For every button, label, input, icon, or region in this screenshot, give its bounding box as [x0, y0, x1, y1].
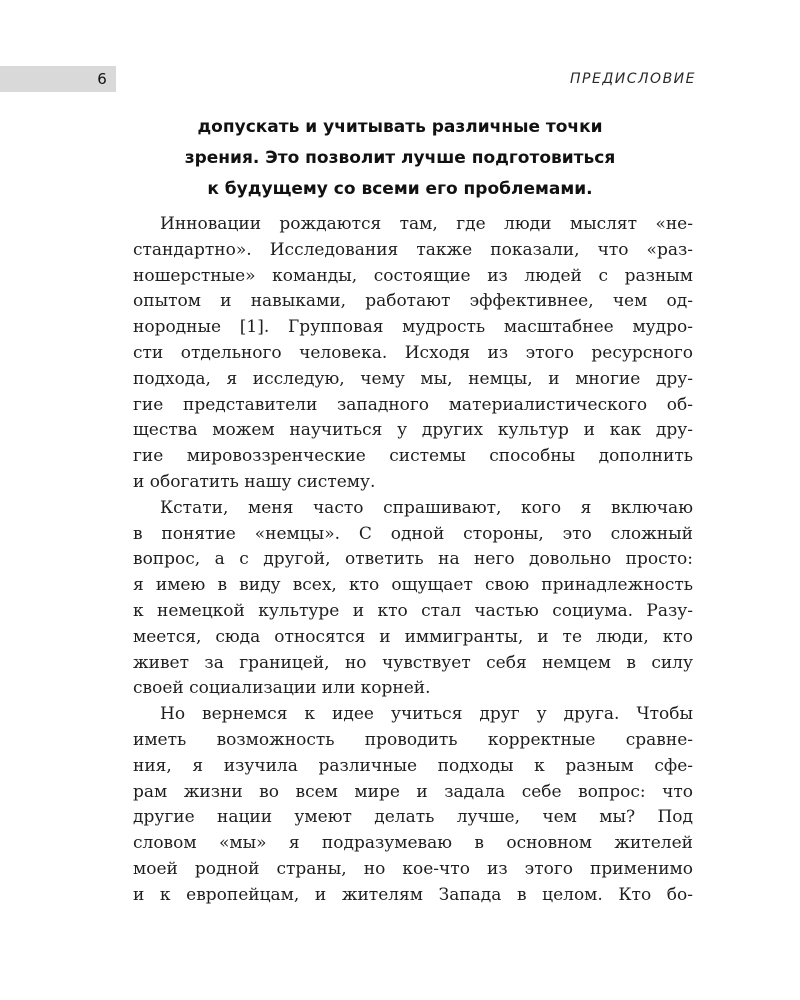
page-number: 6	[97, 70, 107, 88]
text-line: иметь возможность проводить корректные сравне-	[133, 729, 693, 750]
text-line: другие нации умеют делать лучше, чем мы? Под	[133, 807, 693, 828]
body-text	[133, 212, 693, 909]
text-line: рам жизни во всем мире и задала себе вопрос: что	[133, 781, 693, 802]
text-line: моей родной страны, но кое-что из этого применимо	[133, 858, 693, 879]
text-line: вопрос, а с другой, ответить на него довольно просто:	[133, 549, 693, 570]
text-line: своей социализации или корней.	[133, 678, 431, 699]
text-line: гие представители западного материалистического об-	[133, 394, 693, 415]
text-line: меется, сюда относятся и иммигранты, и те люди, кто	[133, 626, 693, 647]
paragraph	[133, 496, 693, 702]
text-line: стандартно». Исследования также показали, что «раз-	[133, 239, 693, 260]
text-line: и к европейцам, и жителям Запада в целом. Кто бо-	[133, 884, 693, 905]
text-line: сти отдельного человека. Исходя из этого ресурсного	[133, 342, 693, 363]
text-line: я имею в виду всех, кто ощущает свою принадлежность	[133, 575, 693, 596]
text-line: щества можем научиться у других культур и как дру-	[133, 420, 693, 441]
text-line: Кстати, меня часто спрашивают, кого я включаю	[160, 497, 693, 518]
callout-line: допускать и учитывать различные точки	[197, 117, 603, 137]
text-line: ношерстные» команды, состоящие из людей с разным	[133, 265, 693, 286]
text-line: к немецкой культуре и кто стал частью социума. Разу-	[133, 600, 693, 621]
paragraph	[133, 212, 693, 496]
text-line: Но вернемся к идее учиться друг у друга. Чтобы	[160, 704, 693, 725]
text-line: опытом и навыками, работают эффективнее, чем од-	[133, 291, 693, 312]
text-line: ния, я изучила различные подходы к разным сфе-	[133, 755, 693, 776]
callout-line: зрения. Это позволит лучше подготовиться	[184, 148, 616, 168]
text-line: подхода, я исследую, чему мы, немцы, и многие дру-	[133, 368, 693, 389]
text-line: нородные [1]. Групповая мудрость масштабнее мудро-	[133, 317, 693, 338]
text-line: Инновации рождаются там, где люди мыслят «не-	[160, 214, 693, 234]
callout-quote	[120, 112, 680, 205]
callout-line: к будущему со всеми его проблемами.	[207, 179, 593, 199]
running-head: ПРЕДИСЛОВИЕ	[570, 71, 696, 87]
text-line: живет за границей, но чувствует себя немцем в силу	[133, 652, 693, 673]
text-line: гие мировоззренческие системы способны дополнить	[133, 446, 693, 467]
text-line: словом «мы» я подразумеваю в основном жителей	[133, 833, 693, 854]
text-line: и обогатить нашу систему.	[133, 471, 376, 492]
text-line: в понятие «немцы». С одной стороны, это сложный	[133, 523, 693, 544]
paragraph	[133, 702, 693, 908]
